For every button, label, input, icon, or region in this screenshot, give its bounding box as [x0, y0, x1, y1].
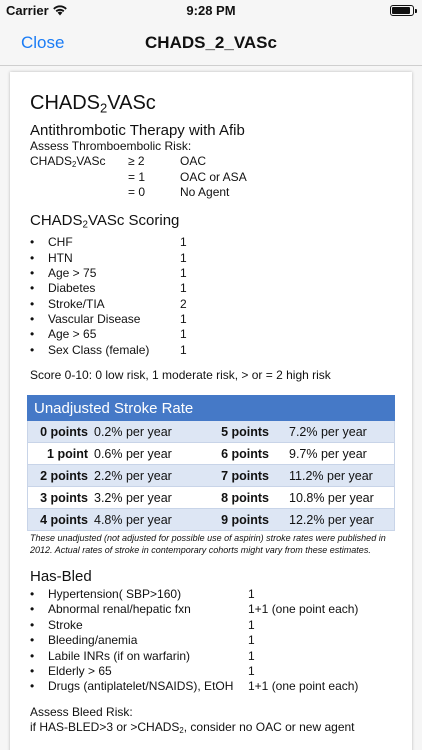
stroke-table-footnote: These unadjusted (not adjusted for possible use of aspirin) stroke rates were published in 2012. Actual rates of stroke in contemporary cohorts might vary from these estimates.	[30, 533, 386, 555]
battery-icon	[390, 5, 414, 16]
close-button[interactable]: Close	[21, 33, 65, 52]
risk-row	[30, 154, 400, 169]
hasbled-list	[30, 587, 400, 695]
list-item: • CHF 1	[30, 235, 400, 250]
list-item: • Bleeding/anemia 1	[30, 633, 400, 648]
clock: 9:28 PM	[186, 3, 236, 18]
nav-title: CHADS_2_VASc	[145, 33, 277, 52]
hasbled-heading: Has-Bled	[30, 568, 92, 586]
table-row: 0 points 0.2% per year 5 points 7.2% per year	[27, 421, 395, 443]
table-row: 3 points 3.2% per year 8 points 10.8% per year	[27, 487, 395, 509]
risk-label: $CHADS_2VASc$	[30, 154, 106, 170]
list-item: • Sex Class (female) 1	[30, 343, 400, 358]
scoring-heading: $CHADS_2VASc$ Scoring	[30, 212, 180, 231]
stroke-rate-table	[30, 395, 400, 556]
list-item: • Stroke/TIA 2	[30, 297, 400, 312]
list-item: • Abnormal renal/hepatic fxn 1+1 (one point each)	[30, 602, 400, 617]
risk-therapy: No Agent	[180, 184, 230, 199]
assess-bleed-label: Assess Bleed Risk:	[30, 704, 133, 719]
risk-row	[30, 185, 400, 200]
risk-row	[30, 170, 400, 185]
list-item: • Age > 75 1	[30, 266, 400, 281]
assess-label: Assess Thromboembolic Risk:	[30, 139, 192, 154]
list-item: • Elderly > 65 1	[30, 664, 400, 679]
list-item: • Vascular Disease 1	[30, 312, 400, 327]
list-item: • Diabetes 1	[30, 281, 400, 296]
table-row: 1 point 0.6% per year 6 points 9.7% per year	[27, 443, 395, 465]
bleed-rule: if HAS-BLED>3 or $>CHADS_2$, consider no OAC or new agent	[30, 719, 355, 735]
risk-score: = 0	[128, 184, 146, 199]
doc-title: $CHADS_2VASc$	[30, 92, 156, 116]
stroke-table-header: Unadjusted Stroke Rate	[27, 395, 395, 421]
list-item: • Drugs (antiplatelet/NSAIDS), EtOH 1+1 (one point each)	[30, 679, 400, 694]
table-row: 2 points 2.2% per year 7 points 11.2% per year	[27, 465, 395, 487]
risk-therapy: OAC	[180, 154, 207, 169]
risk-therapy: OAC or ASA	[180, 169, 247, 184]
carrier-label: Carrier	[6, 3, 49, 18]
risk-score: ≥ 2	[128, 154, 145, 169]
score-note: Score 0-10: 0 low risk, 1 moderate risk, > or = 2 high risk	[30, 367, 331, 382]
status-bar	[0, 0, 422, 22]
doc-subtitle: Antithrombotic Therapy with Afib	[30, 122, 245, 140]
list-item: • Age > 65 1	[30, 327, 400, 342]
list-item: • Hypertension( SBP>160) 1	[30, 587, 400, 602]
risk-table	[30, 154, 400, 200]
scoring-list	[30, 235, 400, 357]
document-content	[30, 92, 400, 738]
risk-score: = 1	[128, 169, 146, 184]
list-item: • Labile INRs (if on warfarin) 1	[30, 649, 400, 664]
list-item: • HTN 1	[30, 251, 400, 266]
document-page[interactable]	[10, 72, 412, 750]
navigation-bar	[0, 22, 422, 66]
list-item: • Stroke 1	[30, 618, 400, 633]
table-row: 4 points 4.8% per year 9 points 12.2% per year	[27, 509, 395, 531]
